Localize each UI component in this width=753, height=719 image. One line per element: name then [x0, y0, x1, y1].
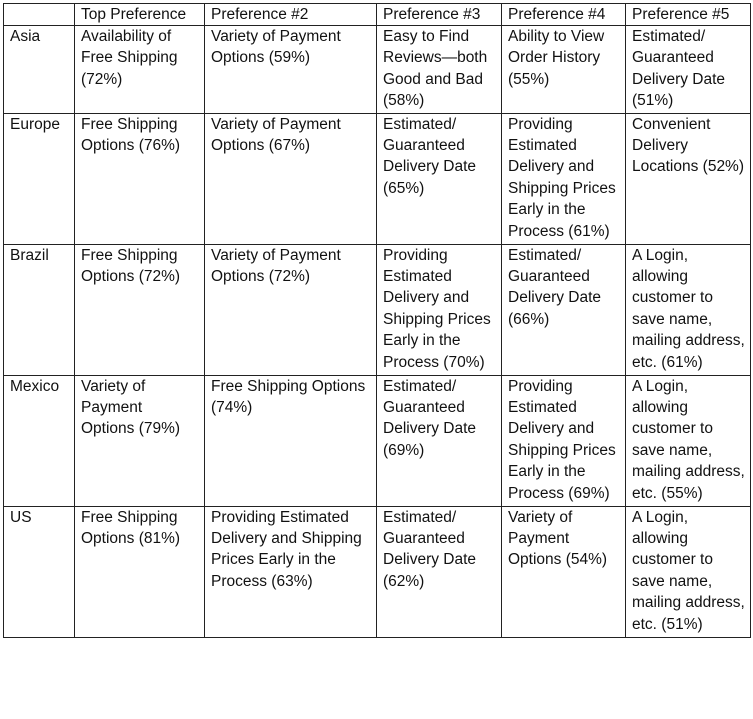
- header-row: [4, 4, 751, 26]
- table-cell: Estimated/ Guaranteed Delivery Date (66%): [502, 244, 626, 375]
- table-cell: Providing Estimated Delivery and Shipping Prices Early in the Process (70%): [377, 244, 502, 375]
- table-row: [4, 506, 751, 637]
- table-cell: Convenient Delivery Locations (52%): [626, 113, 751, 244]
- table-cell: Providing Estimated Delivery and Shipping Prices Early in the Process (63%): [205, 506, 377, 637]
- table-cell: A Login, allowing customer to save name, mailing address, etc. (51%): [626, 506, 751, 637]
- region-cell: Brazil: [4, 244, 75, 375]
- table-cell: Free Shipping Options (74%): [205, 375, 377, 506]
- header-cell-preference-2: Preference #2: [205, 4, 377, 26]
- table-cell: Ability to View Order History (55%): [502, 26, 626, 114]
- table-cell: Estimated/ Guaranteed Delivery Date (69%): [377, 375, 502, 506]
- header-cell-region: [4, 4, 75, 26]
- table-row: [4, 113, 751, 244]
- table-cell: Free Shipping Options (81%): [75, 506, 205, 637]
- preference-table: [3, 3, 751, 638]
- table-cell: Providing Estimated Delivery and Shipping Prices Early in the Process (69%): [502, 375, 626, 506]
- region-cell: Mexico: [4, 375, 75, 506]
- table-cell: A Login, allowing customer to save name, mailing address, etc. (55%): [626, 375, 751, 506]
- table-cell: A Login, allowing customer to save name, mailing address, etc. (61%): [626, 244, 751, 375]
- region-cell: US: [4, 506, 75, 637]
- table-cell: Estimated/ Guaranteed Delivery Date (51%): [626, 26, 751, 114]
- header-cell-preference-3: Preference #3: [377, 4, 502, 26]
- table-row: [4, 26, 751, 114]
- table-cell: Variety of Payment Options (54%): [502, 506, 626, 637]
- table-cell: Variety of Payment Options (59%): [205, 26, 377, 114]
- region-cell: Europe: [4, 113, 75, 244]
- table-cell: Variety of Payment Options (67%): [205, 113, 377, 244]
- table-cell: Estimated/ Guaranteed Delivery Date (62%): [377, 506, 502, 637]
- table-cell: Easy to Find Reviews—both Good and Bad (58%): [377, 26, 502, 114]
- table-cell: Providing Estimated Delivery and Shipping Prices Early in the Process (61%): [502, 113, 626, 244]
- region-cell: Asia: [4, 26, 75, 114]
- table-cell: Estimated/ Guaranteed Delivery Date (65%): [377, 113, 502, 244]
- table-row: [4, 375, 751, 506]
- header-cell-preference-5: Preference #5: [626, 4, 751, 26]
- header-cell-top-preference: Top Preference: [75, 4, 205, 26]
- table-row: [4, 244, 751, 375]
- table-cell: Free Shipping Options (72%): [75, 244, 205, 375]
- table-cell: Variety of Payment Options (79%): [75, 375, 205, 506]
- table-cell: Variety of Payment Options (72%): [205, 244, 377, 375]
- table-cell: Availability of Free Shipping (72%): [75, 26, 205, 114]
- header-cell-preference-4: Preference #4: [502, 4, 626, 26]
- table-cell: Free Shipping Options (76%): [75, 113, 205, 244]
